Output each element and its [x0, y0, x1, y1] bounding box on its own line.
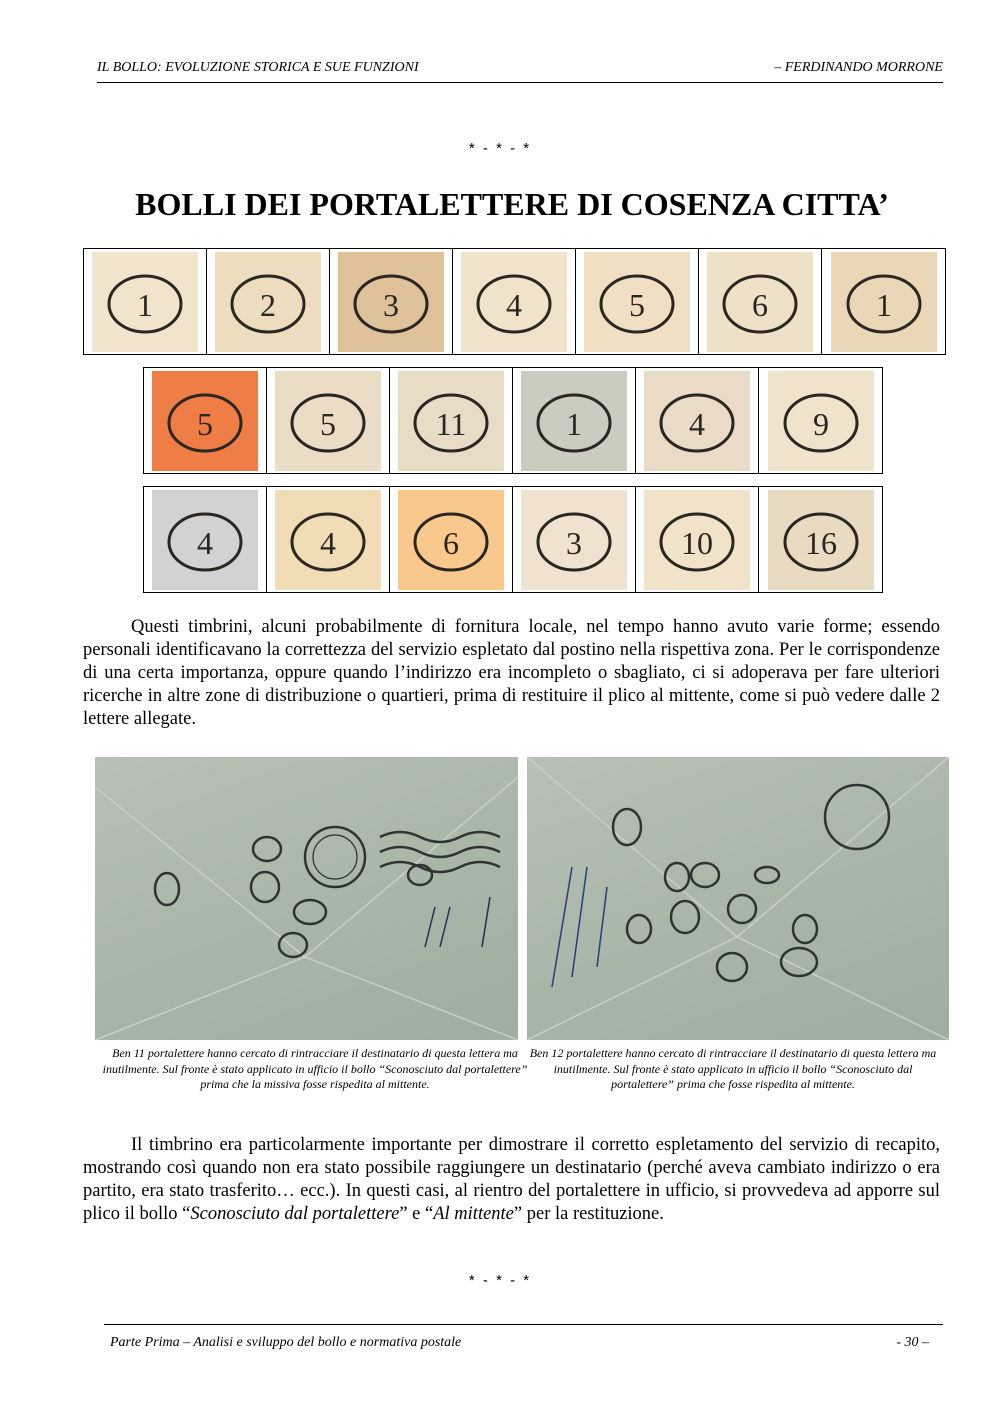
postman-stamp-image	[152, 371, 258, 471]
stamp-number: 5	[629, 286, 645, 323]
postman-stamp-image	[768, 371, 874, 471]
postman-stamp-image	[644, 490, 750, 590]
caption-2: Ben 12 portalettere hanno cercato di rintracciare il destinatario di questa lettera ma inutilmente. Sul fronte è stato applicato in ufficio il bollo “Sconosciuto dal portalettere” prima che fosse rispedita al mittente.	[529, 1046, 937, 1091]
postman-stamp-image	[521, 490, 627, 590]
stamp-name-sconosciuto: Sconosciuto dal portalettere	[190, 1204, 400, 1224]
header-title: IL BOLLO: EVOLUZIONE STORICA E SUE FUNZIONI	[97, 60, 419, 75]
postman-stamp-image	[338, 252, 444, 352]
stamp-cell	[822, 249, 945, 354]
stamp-number: 9	[812, 405, 829, 442]
paragraph-1: Questi timbrini, alcuni probabilmente di fornitura locale, nel tempo hanno avuto varie forme; essendo personali identificavano la correttezza del servizio espletato dal postino nella rispettiva zona. Per le corrispondenze di una certa importanza, oppure quando l’indirizzo era incompleto o sbagliato, ci si adoperava per fare ulteriori ricerche in altre zone di distribuzione o quartieri, prima di restituire il plico al mittente, come si può vedere dalle 2 lettere allegate.	[83, 617, 940, 729]
stamp-number: 5	[320, 405, 336, 442]
postman-stamp-image	[398, 371, 504, 471]
stamp-cell	[759, 368, 882, 473]
postman-stamp-image	[707, 252, 813, 352]
stamp-name-al-mittente: Al mittente	[433, 1204, 514, 1224]
caption-1: Ben 11 portalettere hanno cercato di rintracciare il destinatario di questa lettera ma inutilmente. Sul fronte è stato applicato in ufficio il bollo “Sconosciuto dal portalettere” prima che la missiva fosse rispedita al mittente.	[102, 1046, 528, 1091]
stamp-number: 1	[566, 405, 582, 442]
stamp-cell	[390, 368, 513, 473]
stamp-number: 1	[137, 286, 153, 323]
stamp-cell	[144, 487, 267, 592]
stamp-cell	[636, 487, 759, 592]
footer-section: Parte Prima – Analisi e sviluppo del bollo e normativa postale	[110, 1335, 462, 1350]
stamp-number: 6	[752, 286, 768, 323]
postman-stamp-image	[152, 490, 258, 590]
running-header	[97, 60, 943, 83]
stamp-number: 3	[566, 524, 582, 561]
page-number: - 30 –	[896, 1335, 929, 1350]
running-footer	[104, 1324, 943, 1350]
stamp-number: 4	[506, 286, 522, 323]
separator-bottom: * - * - *	[468, 1272, 532, 1289]
stamp-cell	[330, 249, 453, 354]
stamp-row-2	[143, 367, 883, 474]
stamp-cell	[513, 368, 636, 473]
stamp-row-1	[83, 248, 946, 355]
paragraph-2-text: ” e “	[399, 1204, 434, 1224]
stamp-cell	[576, 249, 699, 354]
letter-photo-1	[95, 757, 518, 1040]
stamp-cell	[390, 487, 513, 592]
stamp-number: 4	[689, 405, 705, 442]
stamp-cell	[144, 368, 267, 473]
stamp-number: 3	[383, 286, 399, 323]
stamp-number: 4	[320, 524, 336, 561]
stamp-number: 11	[435, 405, 467, 442]
stamp-number: 5	[197, 405, 213, 442]
stamp-cell	[636, 368, 759, 473]
postman-stamp-image	[275, 371, 381, 471]
separator-top: * - * - *	[468, 140, 532, 157]
postman-stamp-image	[831, 252, 937, 352]
stamp-cell	[267, 368, 390, 473]
stamp-number: 6	[443, 524, 459, 561]
postman-stamp-image	[644, 371, 750, 471]
postman-stamp-image	[521, 371, 627, 471]
stamp-cell	[84, 249, 207, 354]
stamp-row-3	[143, 486, 883, 593]
stamp-cell	[453, 249, 576, 354]
stamp-cell	[207, 249, 330, 354]
stamp-cell	[699, 249, 822, 354]
postman-stamp-image	[275, 490, 381, 590]
postman-stamp-image	[584, 252, 690, 352]
postman-stamp-image	[92, 252, 198, 352]
stamp-cell	[759, 487, 882, 592]
postman-stamp-image	[461, 252, 567, 352]
postman-stamp-image	[768, 490, 874, 590]
stamp-number: 2	[260, 286, 276, 323]
postman-stamp-image	[215, 252, 321, 352]
stamp-number: 16	[804, 524, 837, 561]
stamp-cell	[513, 487, 636, 592]
postman-stamp-image	[398, 490, 504, 590]
paragraph-2-text: Il timbrino era particolarmente importante per dimostrare il corretto espletamento del servizio di recapito, mostrando così quando non era stato possibile raggiungere un destinatario (perché aveva cambiato indirizzo o era partito, era stato trasferito… ecc.). In questi casi, al rientro del portalettere in ufficio, si provvedeva ad apporre sul plico il bollo “	[83, 1135, 940, 1224]
stamp-number: 4	[197, 524, 213, 561]
page-title: BOLLI DEI PORTALETTERE DI COSENZA CITTA’	[135, 186, 889, 222]
paragraph-2-text: ” per la restituzione.	[513, 1204, 664, 1224]
letter-photo-2	[527, 757, 949, 1040]
stamp-number: 1	[875, 286, 892, 323]
stamp-cell	[267, 487, 390, 592]
header-author: – FERDINANDO MORRONE	[774, 60, 943, 75]
stamp-number: 10	[681, 524, 713, 561]
paragraph-2	[83, 1134, 940, 1226]
